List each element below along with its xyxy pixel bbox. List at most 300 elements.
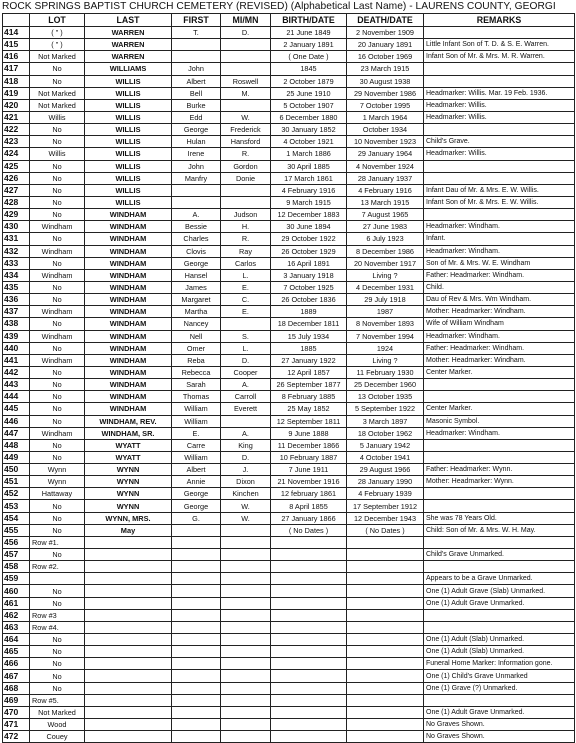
- table-row: [3, 512, 575, 524]
- death-date-cell: Living ?: [347, 354, 424, 366]
- remarks-cell: Father: Headmarker: Windham.: [424, 342, 575, 354]
- lot-cell: No: [30, 439, 85, 451]
- first-name-cell: Clovis: [172, 245, 221, 257]
- last-name-cell: WINDHAM: [85, 403, 172, 415]
- remarks-cell: One (1) Adult (Slab) Unmarked.: [424, 646, 575, 658]
- last-name-cell: WINDHAM: [85, 366, 172, 378]
- first-name-cell: Irene: [172, 148, 221, 160]
- last-name-cell: WARREN: [85, 39, 172, 51]
- record-number: 442: [3, 366, 30, 378]
- first-name-cell: E.: [172, 427, 221, 439]
- birth-date-cell: 1 March 1886: [271, 148, 347, 160]
- lot-cell: No: [30, 160, 85, 172]
- death-date-cell: [347, 670, 424, 682]
- table-row: [3, 464, 575, 476]
- birth-date-cell: 12 December 1883: [271, 209, 347, 221]
- remarks-cell: [424, 609, 575, 621]
- birth-date-cell: 16 April 1891: [271, 257, 347, 269]
- death-date-cell: 11 February 1930: [347, 366, 424, 378]
- table-row: [3, 111, 575, 123]
- first-name-cell: G.: [172, 512, 221, 524]
- lot-cell: Windham: [30, 427, 85, 439]
- record-number: 460: [3, 585, 30, 597]
- first-name-cell: Bessie: [172, 221, 221, 233]
- first-name-cell: Bell: [172, 87, 221, 99]
- table-row: [3, 136, 575, 148]
- last-name-cell: WYATT: [85, 451, 172, 463]
- lot-cell: No: [30, 257, 85, 269]
- last-name-cell: WILLIS: [85, 148, 172, 160]
- table-row: [3, 87, 575, 99]
- middle-name-cell: [221, 682, 271, 694]
- middle-name-cell: H.: [221, 221, 271, 233]
- table-row: [3, 524, 575, 536]
- middle-name-cell: R.: [221, 148, 271, 160]
- death-date-cell: 16 October 1969: [347, 51, 424, 63]
- middle-name-cell: [221, 63, 271, 75]
- lot-cell: No: [30, 294, 85, 306]
- table-row: [3, 391, 575, 403]
- birth-date-cell: 1845: [271, 63, 347, 75]
- last-name-cell: WINDHAM: [85, 221, 172, 233]
- table-row: [3, 719, 575, 731]
- lot-cell: No: [30, 585, 85, 597]
- first-name-cell: Rebecca: [172, 366, 221, 378]
- remarks-cell: Child.: [424, 281, 575, 293]
- record-number: 462: [3, 609, 30, 621]
- remarks-cell: [424, 75, 575, 87]
- lot-cell: No: [30, 196, 85, 208]
- first-name-cell: Margaret: [172, 294, 221, 306]
- lot-cell: No: [30, 342, 85, 354]
- remarks-cell: Headmarker: Windham.: [424, 427, 575, 439]
- lot-cell: ( " ): [30, 39, 85, 51]
- death-date-cell: 4 December 1931: [347, 281, 424, 293]
- birth-date-cell: 25 June 1910: [271, 87, 347, 99]
- lot-cell: No: [30, 500, 85, 512]
- lot-cell: Wynn: [30, 476, 85, 488]
- death-date-cell: 17 September 1912: [347, 500, 424, 512]
- table-row: [3, 500, 575, 512]
- table-row: [3, 148, 575, 160]
- remarks-cell: Headmarker: Windham.: [424, 221, 575, 233]
- middle-name-cell: [221, 51, 271, 63]
- remarks-cell: Funeral Home Marker: Information gone.: [424, 658, 575, 670]
- birth-date-cell: 9 June 1888: [271, 427, 347, 439]
- first-name-cell: [172, 184, 221, 196]
- table-row: [3, 561, 575, 573]
- first-name-cell: Burke: [172, 99, 221, 111]
- birth-date-cell: [271, 585, 347, 597]
- first-name-cell: William: [172, 451, 221, 463]
- middle-name-cell: [221, 318, 271, 330]
- middle-name-cell: D.: [221, 354, 271, 366]
- lot-cell: No: [30, 415, 85, 427]
- header-row: [3, 14, 575, 27]
- death-date-cell: ( No Dates ): [347, 524, 424, 536]
- first-name-cell: [172, 561, 221, 573]
- record-number: 455: [3, 524, 30, 536]
- first-name-cell: Martha: [172, 306, 221, 318]
- birth-date-cell: 27 January 1866: [271, 512, 347, 524]
- death-date-cell: 1987: [347, 306, 424, 318]
- middle-name-cell: [221, 597, 271, 609]
- birth-date-cell: 15 July 1934: [271, 330, 347, 342]
- first-name-cell: Edd: [172, 111, 221, 123]
- lot-cell: No: [30, 281, 85, 293]
- record-number: 415: [3, 39, 30, 51]
- birth-date-cell: 18 December 1811: [271, 318, 347, 330]
- death-date-cell: [347, 609, 424, 621]
- death-date-cell: 27 June 1983: [347, 221, 424, 233]
- death-date-cell: [347, 573, 424, 585]
- remarks-cell: She was 78 Years Old.: [424, 512, 575, 524]
- first-name-cell: Charles: [172, 233, 221, 245]
- record-number: 419: [3, 87, 30, 99]
- record-number: 449: [3, 451, 30, 463]
- remarks-cell: [424, 439, 575, 451]
- lot-cell: Windham: [30, 306, 85, 318]
- lot-cell: No: [30, 451, 85, 463]
- last-name-cell: WYNN, MRS.: [85, 512, 172, 524]
- table-row: [3, 184, 575, 196]
- table-row: [3, 257, 575, 269]
- lot-cell: Windham: [30, 221, 85, 233]
- first-name-cell: [172, 670, 221, 682]
- column-header: [3, 14, 30, 27]
- first-name-cell: Nancey: [172, 318, 221, 330]
- birth-date-cell: 2 January 1891: [271, 39, 347, 51]
- first-name-cell: [172, 597, 221, 609]
- record-number: 433: [3, 257, 30, 269]
- middle-name-cell: A.: [221, 427, 271, 439]
- last-name-cell: [85, 621, 172, 633]
- remarks-cell: [424, 488, 575, 500]
- birth-date-cell: [271, 719, 347, 731]
- birth-date-cell: 5 October 1907: [271, 99, 347, 111]
- first-name-cell: John: [172, 160, 221, 172]
- lot-cell: No: [30, 233, 85, 245]
- first-name-cell: William: [172, 415, 221, 427]
- table-row: [3, 51, 575, 63]
- page-heading: ROCK SPRINGS BAPTIST CHURCH CEMETERY (REVISED) (Alphabetical Last Name) - LAURENS COUNTY, GEORGI: [2, 1, 556, 12]
- death-date-cell: 8 December 1986: [347, 245, 424, 257]
- lot-cell: ( " ): [30, 27, 85, 39]
- record-number: 468: [3, 682, 30, 694]
- record-number: 470: [3, 706, 30, 718]
- remarks-cell: [424, 391, 575, 403]
- death-date-cell: 12 December 1943: [347, 512, 424, 524]
- last-name-cell: WINDHAM: [85, 257, 172, 269]
- last-name-cell: [85, 585, 172, 597]
- birth-date-cell: 26 October 1836: [271, 294, 347, 306]
- remarks-cell: Child: Son of Mr. & Mrs. W. H. May.: [424, 524, 575, 536]
- column-header: MI/MN: [221, 14, 271, 27]
- middle-name-cell: Dixon: [221, 476, 271, 488]
- record-number: 461: [3, 597, 30, 609]
- lot-cell: Row #5.: [30, 694, 85, 706]
- birth-date-cell: 7 June 1911: [271, 464, 347, 476]
- death-date-cell: 4 November 1924: [347, 160, 424, 172]
- table-row: [3, 682, 575, 694]
- record-number: 459: [3, 573, 30, 585]
- middle-name-cell: [221, 39, 271, 51]
- middle-name-cell: [221, 184, 271, 196]
- remarks-cell: Dau of Rev & Mrs. Wm Windham.: [424, 294, 575, 306]
- remarks-cell: One (1) Child's Grave Unmarked: [424, 670, 575, 682]
- lot-cell: No: [30, 391, 85, 403]
- first-name-cell: Omer: [172, 342, 221, 354]
- lot-cell: No: [30, 379, 85, 391]
- birth-date-cell: [271, 682, 347, 694]
- death-date-cell: [347, 634, 424, 646]
- column-header: FIRST: [172, 14, 221, 27]
- record-number: 432: [3, 245, 30, 257]
- table-row: [3, 269, 575, 281]
- remarks-cell: Headmarker: Windham.: [424, 330, 575, 342]
- table-row: [3, 476, 575, 488]
- burial-table: [2, 13, 575, 743]
- first-name-cell: Carre: [172, 439, 221, 451]
- table-row: [3, 597, 575, 609]
- last-name-cell: [85, 706, 172, 718]
- birth-date-cell: ( No Dates ): [271, 524, 347, 536]
- middle-name-cell: W.: [221, 500, 271, 512]
- remarks-cell: Son of Mr. & Mrs. W. E. Windham: [424, 257, 575, 269]
- record-number: 427: [3, 184, 30, 196]
- death-date-cell: 28 January 1937: [347, 172, 424, 184]
- death-date-cell: [347, 646, 424, 658]
- lot-cell: No: [30, 512, 85, 524]
- record-number: 463: [3, 621, 30, 633]
- first-name-cell: [172, 621, 221, 633]
- death-date-cell: 30 August 1938: [347, 75, 424, 87]
- birth-date-cell: 27 January 1922: [271, 354, 347, 366]
- lot-cell: No: [30, 634, 85, 646]
- remarks-cell: Center Marker.: [424, 366, 575, 378]
- birth-date-cell: 30 June 1894: [271, 221, 347, 233]
- lot-cell: Windham: [30, 354, 85, 366]
- table-row: [3, 63, 575, 75]
- record-number: 414: [3, 27, 30, 39]
- table-row: [3, 488, 575, 500]
- last-name-cell: WILLIS: [85, 196, 172, 208]
- table-row: [3, 306, 575, 318]
- birth-date-cell: 3 January 1918: [271, 269, 347, 281]
- record-number: 416: [3, 51, 30, 63]
- lot-cell: No: [30, 75, 85, 87]
- birth-date-cell: 11 December 1866: [271, 439, 347, 451]
- record-number: 466: [3, 658, 30, 670]
- first-name-cell: John: [172, 63, 221, 75]
- death-date-cell: 6 July 1923: [347, 233, 424, 245]
- remarks-cell: Mother: Headmarker: Windham.: [424, 306, 575, 318]
- birth-date-cell: [271, 646, 347, 658]
- record-number: 426: [3, 172, 30, 184]
- last-name-cell: [85, 658, 172, 670]
- remarks-cell: Mother: Headmarker: Wynn.: [424, 476, 575, 488]
- last-name-cell: [85, 719, 172, 731]
- middle-name-cell: Gordon: [221, 160, 271, 172]
- remarks-cell: Little Infant Son of T. D. & S. E. Warren.: [424, 39, 575, 51]
- last-name-cell: WINDHAM: [85, 354, 172, 366]
- birth-date-cell: [271, 670, 347, 682]
- birth-date-cell: [271, 621, 347, 633]
- birth-date-cell: 25 May 1852: [271, 403, 347, 415]
- middle-name-cell: [221, 634, 271, 646]
- last-name-cell: WILLIS: [85, 99, 172, 111]
- first-name-cell: T.: [172, 27, 221, 39]
- record-number: 467: [3, 670, 30, 682]
- record-number: 424: [3, 148, 30, 160]
- remarks-cell: [424, 27, 575, 39]
- remarks-cell: Father: Headmarker: Windham.: [424, 269, 575, 281]
- record-number: 446: [3, 415, 30, 427]
- middle-name-cell: C.: [221, 294, 271, 306]
- table-row: [3, 609, 575, 621]
- record-number: 418: [3, 75, 30, 87]
- record-number: 436: [3, 294, 30, 306]
- birth-date-cell: 1885: [271, 342, 347, 354]
- lot-cell: Willis: [30, 148, 85, 160]
- middle-name-cell: D.: [221, 451, 271, 463]
- birth-date-cell: [271, 573, 347, 585]
- death-date-cell: Living ?: [347, 269, 424, 281]
- first-name-cell: [172, 573, 221, 585]
- middle-name-cell: J.: [221, 464, 271, 476]
- table-row: [3, 75, 575, 87]
- record-number: 420: [3, 99, 30, 111]
- death-date-cell: [347, 561, 424, 573]
- middle-name-cell: [221, 536, 271, 548]
- death-date-cell: 23 March 1915: [347, 63, 424, 75]
- remarks-cell: One (1) Adult Grave Unmarked.: [424, 706, 575, 718]
- lot-cell: No: [30, 63, 85, 75]
- first-name-cell: Sarah: [172, 379, 221, 391]
- death-date-cell: [347, 694, 424, 706]
- lot-cell: No: [30, 209, 85, 221]
- death-date-cell: [347, 706, 424, 718]
- record-number: 440: [3, 342, 30, 354]
- middle-name-cell: [221, 694, 271, 706]
- remarks-cell: [424, 561, 575, 573]
- last-name-cell: WILLIS: [85, 124, 172, 136]
- table-row: [3, 706, 575, 718]
- lot-cell: No: [30, 597, 85, 609]
- death-date-cell: 29 January 1964: [347, 148, 424, 160]
- table-row: [3, 39, 575, 51]
- lot-cell: No: [30, 318, 85, 330]
- table-row: [3, 160, 575, 172]
- table-row: [3, 415, 575, 427]
- table-row: [3, 621, 575, 633]
- record-number: 431: [3, 233, 30, 245]
- last-name-cell: [85, 597, 172, 609]
- remarks-cell: Wife of William Windham: [424, 318, 575, 330]
- death-date-cell: 8 November 1893: [347, 318, 424, 330]
- middle-name-cell: Frederick: [221, 124, 271, 136]
- last-name-cell: [85, 694, 172, 706]
- first-name-cell: Thomas: [172, 391, 221, 403]
- table-row: [3, 573, 575, 585]
- remarks-cell: One (1) Adult (Slab) Unmarked.: [424, 634, 575, 646]
- birth-date-cell: 8 April 1855: [271, 500, 347, 512]
- record-number: 472: [3, 731, 30, 743]
- last-name-cell: WINDHAM: [85, 330, 172, 342]
- first-name-cell: [172, 609, 221, 621]
- birth-date-cell: 10 February 1887: [271, 451, 347, 463]
- middle-name-cell: [221, 719, 271, 731]
- remarks-cell: [424, 124, 575, 136]
- table-row: [3, 99, 575, 111]
- last-name-cell: [85, 549, 172, 561]
- first-name-cell: George: [172, 124, 221, 136]
- first-name-cell: [172, 536, 221, 548]
- record-number: 450: [3, 464, 30, 476]
- middle-name-cell: Everett: [221, 403, 271, 415]
- birth-date-cell: 9 March 1915: [271, 196, 347, 208]
- birth-date-cell: [271, 536, 347, 548]
- middle-name-cell: E.: [221, 306, 271, 318]
- table-row: [3, 124, 575, 136]
- middle-name-cell: Carroll: [221, 391, 271, 403]
- middle-name-cell: [221, 609, 271, 621]
- lot-cell: No: [30, 658, 85, 670]
- middle-name-cell: [221, 99, 271, 111]
- lot-cell: Row #3: [30, 609, 85, 621]
- remarks-cell: Mother: Headmarker: Windham.: [424, 354, 575, 366]
- middle-name-cell: [221, 706, 271, 718]
- last-name-cell: WILLIS: [85, 136, 172, 148]
- table-row: [3, 196, 575, 208]
- birth-date-cell: 1889: [271, 306, 347, 318]
- record-number: 429: [3, 209, 30, 221]
- death-date-cell: 29 August 1966: [347, 464, 424, 476]
- record-number: 439: [3, 330, 30, 342]
- remarks-cell: No Graves Shown.: [424, 719, 575, 731]
- record-number: 456: [3, 536, 30, 548]
- birth-date-cell: 17 March 1861: [271, 172, 347, 184]
- death-date-cell: 7 November 1994: [347, 330, 424, 342]
- last-name-cell: WINDHAM: [85, 233, 172, 245]
- middle-name-cell: [221, 573, 271, 585]
- last-name-cell: [85, 634, 172, 646]
- first-name-cell: [172, 634, 221, 646]
- remarks-cell: Infant Son of Mr. & Mrs. M. R. Warren.: [424, 51, 575, 63]
- column-header: LOT: [30, 14, 85, 27]
- table-row: [3, 294, 575, 306]
- last-name-cell: WINDHAM: [85, 269, 172, 281]
- lot-cell: [30, 573, 85, 585]
- birth-date-cell: 8 February 1885: [271, 391, 347, 403]
- lot-cell: Wynn: [30, 464, 85, 476]
- death-date-cell: 4 February 1939: [347, 488, 424, 500]
- first-name-cell: A.: [172, 209, 221, 221]
- lot-cell: Couey: [30, 731, 85, 743]
- last-name-cell: WINDHAM: [85, 294, 172, 306]
- lot-cell: No: [30, 136, 85, 148]
- lot-cell: No: [30, 124, 85, 136]
- birth-date-cell: 4 October 1921: [271, 136, 347, 148]
- middle-name-cell: Ray: [221, 245, 271, 257]
- remarks-cell: Headmarker: Willis.: [424, 148, 575, 160]
- record-number: 428: [3, 196, 30, 208]
- last-name-cell: [85, 561, 172, 573]
- first-name-cell: James: [172, 281, 221, 293]
- death-date-cell: 29 November 1986: [347, 87, 424, 99]
- middle-name-cell: S.: [221, 330, 271, 342]
- remarks-cell: Appears to be a Grave Unmarked.: [424, 573, 575, 585]
